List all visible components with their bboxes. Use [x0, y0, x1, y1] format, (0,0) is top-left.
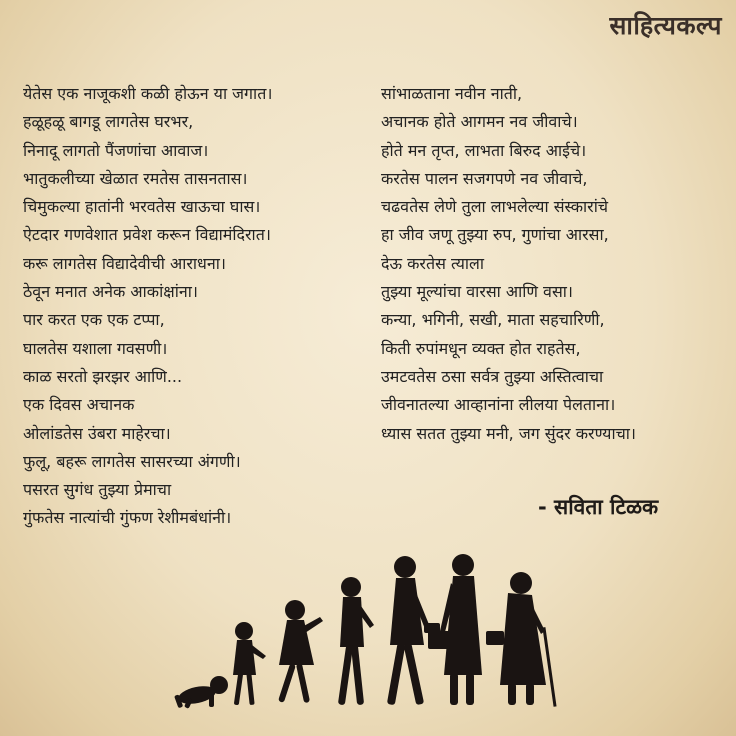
- poem-line: किती रुपांमधून व्यक्त होत राहतेस,: [381, 338, 581, 358]
- young-woman-silhouette: [387, 556, 440, 705]
- poem-line: करू लागतेस विद्यादेवीची आराधना।: [23, 253, 226, 273]
- poem-line: हळूहळू बागडू लागतेस घरभर,: [23, 112, 194, 132]
- poem-right-column: [381, 80, 721, 448]
- poem-line: निनादू लागतो पैंजणांचा आवाज।: [23, 140, 209, 160]
- life-stages-silhouette-icon: [0, 535, 736, 736]
- elder-silhouette: [486, 572, 557, 707]
- poem-line: जीवनातल्या आव्हानांना लीलया पेलताना।: [381, 395, 616, 415]
- poem-line: चिमुकल्या हातांनी भरवतेस खाऊचा घास।: [23, 197, 261, 217]
- poem-line: ध्यास सतत तुझ्या मनी, जग सुंदर करण्याचा।: [381, 423, 636, 443]
- poem-left-column: [23, 80, 358, 533]
- poem-line: फुलू, बहरू लागतेस सासरच्या अंगणी।: [23, 451, 241, 471]
- poem-line: कन्या, भगिनी, सखी, माता सहचारिणी,: [381, 310, 605, 330]
- poem-line: गुंफतेस नात्यांची गुंफण रेशीमबंधांनी।: [23, 508, 232, 528]
- poem-line: येतेस एक नाजूकशी कळी होऊन या जगात।: [23, 84, 273, 103]
- poem-line: करतेस पालन सजगपणे नव जीवाचे,: [381, 168, 588, 188]
- teen-silhouette: [338, 577, 374, 705]
- child-silhouette: [278, 600, 323, 703]
- poem-line: चढवतेस लेणे तुला लाभलेल्या संस्कारांचे: [381, 197, 609, 217]
- poem-line: सांभाळताना नवीन नाती,: [381, 84, 523, 103]
- poem-line: काळ सरतो झरझर आणि...: [23, 366, 183, 386]
- poem-line: हा जीव जणू तुझ्या रुप, गुणांचा आरसा,: [381, 225, 609, 245]
- poem-author: - सविता टिळक: [538, 495, 659, 519]
- poem-line: होते मन तृप्त, लाभता बिरुद आईचे।: [381, 140, 587, 160]
- poem-line: तुझ्या मूल्यांचा वारसा आणि वसा।: [381, 282, 573, 302]
- poem-line: अचानक होते आगमन नव जीवाचे।: [381, 112, 578, 132]
- brand-logo: साहित्यकल्प: [609, 11, 722, 40]
- poem-line: घालतेस यशाला गवसणी।: [23, 338, 168, 358]
- poem-line: उमटवतेस ठसा सर्वत्र तुझ्या अस्तित्वाचा: [381, 366, 604, 386]
- poem-line: देऊ करतेस त्याला: [381, 253, 485, 273]
- poem-line: पार करत एक एक टप्पा,: [23, 310, 165, 330]
- poem-line: ठेवून मनात अनेक आकांक्षांना।: [23, 282, 198, 302]
- poem-line: भातुकलीच्या खेळात रमतेस तासनतास।: [23, 168, 248, 188]
- poem-line: ओलांडतेस उंबरा माहेरचा।: [23, 423, 171, 443]
- toddler-silhouette: [233, 622, 266, 705]
- poem-line: एक दिवस अचानक: [23, 395, 135, 415]
- poem-line: पसरत सुगंध तुझ्या प्रेमाचा: [23, 480, 172, 500]
- baby-silhouette: [174, 676, 228, 709]
- poem-line: ऐटदार गणवेशात प्रवेश करून विद्यामंदिरात।: [23, 225, 271, 245]
